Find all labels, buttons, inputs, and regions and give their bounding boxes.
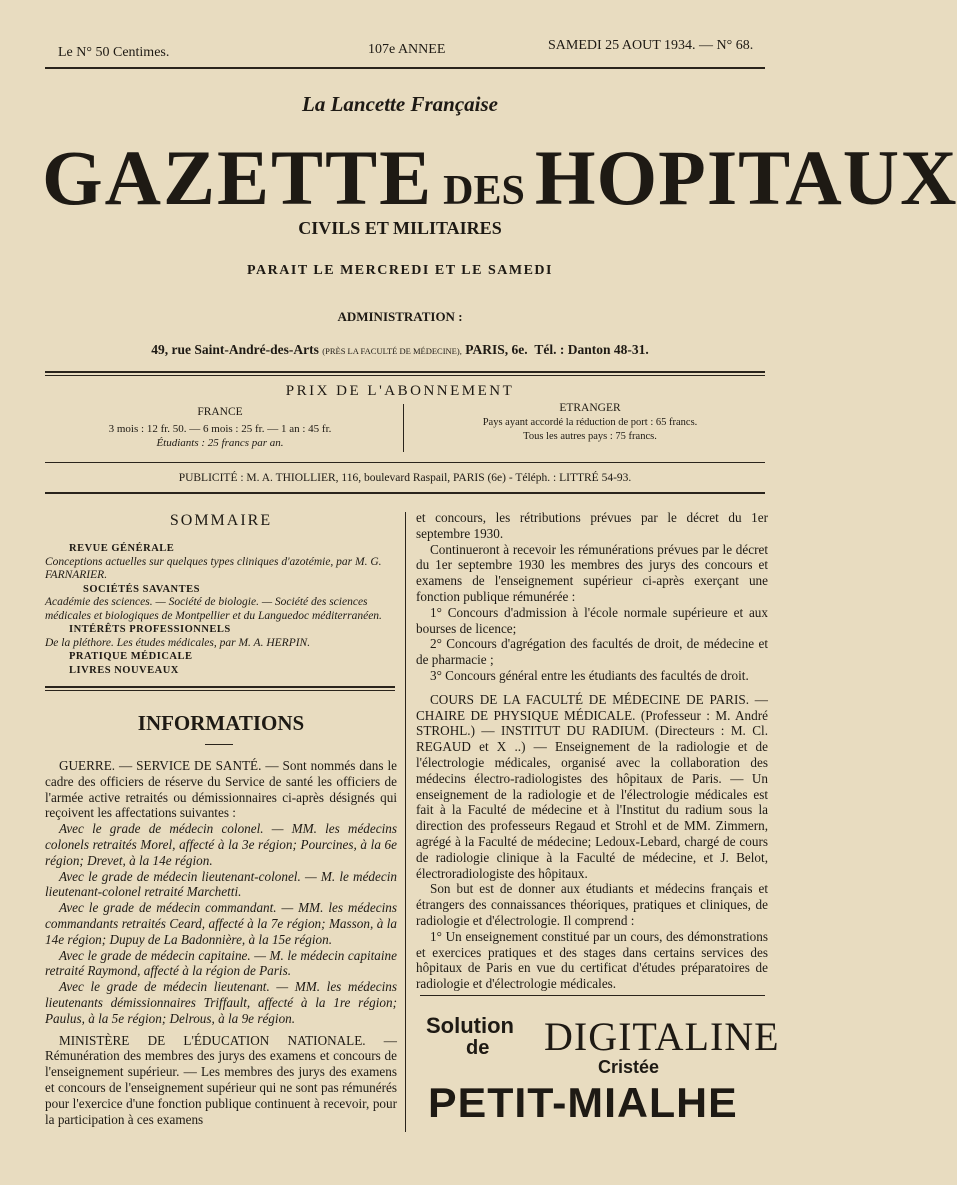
sommaire-section: PRATIQUE MÉDICALE bbox=[69, 651, 193, 662]
info-paragraph: Avec le grade de médecin lieutenant. — MM. les médecins lieutenants démissionnaires Triffault, affecté à la 1re région; Paulus, à la 5e région; Delrous, à la 9e région. bbox=[45, 979, 397, 1026]
advert-rule bbox=[420, 995, 765, 996]
sommaire-section: SOCIÉTÉS SAVANTES bbox=[83, 583, 200, 595]
masthead-subtitle: CIVILS ET MILITAIRES bbox=[298, 218, 502, 238]
foreign-reduced: Pays ayant accordé la réduction de port : 65 francs. bbox=[482, 417, 698, 428]
right-paragraph: Continueront à recevoir les rémunérations prévues par le décret du 1er septembre 1930 les membres des jurys des concours et examens de l'enseignement supérieur ci-après exerçant une fonction publique rémunérée : bbox=[416, 541, 768, 604]
masthead-title-hopitaux: HOPITAUX bbox=[534, 134, 957, 221]
advert-de: de bbox=[466, 1037, 490, 1059]
masthead-supertitle: La Lancette Française bbox=[302, 92, 498, 116]
issue-date: SAMEDI 25 AOUT 1934. — N° 68. bbox=[548, 38, 754, 53]
right-column bbox=[416, 510, 768, 992]
sommaire-rule bbox=[45, 686, 395, 688]
masthead-rule-thin bbox=[45, 375, 765, 376]
masthead-title-gazette: GAZETTE bbox=[42, 134, 434, 221]
advert-petit-mialhe: PETIT-MIALHE bbox=[428, 1079, 738, 1126]
address-note: (PRÈS LA FACULTÉ DE MÉDECINE), bbox=[322, 346, 462, 356]
sommaire-entry: Académie des sciences. — Société de biologie. — Société des sciences médicales et biologiques de Montpellier et du Languedoc méditerranéen. bbox=[45, 596, 382, 622]
masthead-title-des: DES bbox=[443, 168, 525, 214]
address-city: PARIS, 6e. bbox=[465, 342, 528, 357]
foreign-other: Tous les autres pays : 75 francs. bbox=[523, 431, 657, 442]
info-paragraph: MINISTÈRE DE L'ÉDUCATION NATIONALE. — Rémunération des membres des jurys des examens et concours de l'enseignement supérieur. — Les membres des jurys des examens et concours de l'enseignement supérieur qui ne sont pas rémunérés pour l'exercice d'une fonction publique continuent à recevoir, pour la participation à ces examens bbox=[45, 1032, 397, 1127]
info-paragraph: GUERRE. — SERVICE DE SANTÉ. — Sont nommés dans le cadre des officiers de réserve du Service de santé les officiers de l'armée active retraités ou démissionnaires ci-après désignés qui reçoivent les affectations suivantes : bbox=[45, 758, 397, 821]
info-paragraph: Avec le grade de médecin lieutenant-colonel. — M. le médecin lieutenant-colonel retraité Marchetti. bbox=[45, 868, 397, 900]
issue-year: 107e ANNEE bbox=[368, 42, 446, 57]
right-paragraph: et concours, les rétributions prévues par le décret du 1er septembre 1930. bbox=[416, 510, 768, 541]
right-paragraph: Son but est de donner aux étudiants et médecins français et étrangers des connaissances théoriques, pratiques et cliniques, de radiologie et d'électrologie. Il comprend : bbox=[416, 881, 768, 928]
foreign-label: ETRANGER bbox=[559, 402, 621, 414]
sommaire-section: LIVRES NOUVEAUX bbox=[69, 664, 179, 676]
subscription-rule bbox=[45, 462, 765, 463]
informations-body bbox=[45, 758, 397, 1127]
right-paragraph: COURS DE LA FACULTÉ DE MÉDECINE DE PARIS. — CHAIRE DE PHYSIQUE MÉDICALE. (Professeur : M. André STROHL.) — INSTITUT DU RADIUM. (Directeurs : M. Cl. REGAUD et X ..) — Enseignement de la radiologie et de l'électrologie médicales, organisé avec la collaboration des médecins électro-radiologistes des hôpitaux de Paris. — Un enseignement de la radiologie et de l'électrologie médicales est fait à la Faculté de médecine et à l'Institut du radium sous la direction des professeurs Regaud et Strohl et de MM. Zimmern, agrégé à la Faculté de médecine; Ledoux-Lebard, chargé de cours de radiologie clinique à la Faculté de médecine, et J. Belot, électroradiologiste des hôpitaux. bbox=[416, 691, 768, 881]
masthead-rule bbox=[45, 371, 765, 373]
masthead-title bbox=[42, 133, 957, 221]
admin-address bbox=[0, 342, 800, 358]
informations-heading: INFORMATIONS bbox=[137, 711, 305, 735]
header-rule bbox=[45, 67, 765, 69]
right-paragraph: 1° Concours d'admission à l'école normale supérieure et aux bourses de licence; bbox=[416, 604, 768, 636]
advertising-rule bbox=[45, 492, 765, 494]
admin-label: ADMINISTRATION : bbox=[337, 309, 463, 324]
advert-crist: Cristée bbox=[598, 1057, 660, 1077]
france-students: Étudiants : 25 francs par an. bbox=[156, 437, 284, 449]
sommaire-section: REVUE GÉNÉRALE bbox=[69, 543, 175, 554]
digitaline-advert bbox=[416, 1003, 780, 1141]
info-paragraph: Avec le grade de médecin commandant. — MM. les médecins commandants retraités Ceard, affecté à la 7e région; Masson, à la 14e région; Dupuy de La Badonnière, à la 15e région. bbox=[45, 900, 397, 947]
right-paragraph: 3° Concours général entre les étudiants des facultés de droit. bbox=[430, 667, 749, 683]
sommaire-entry: Conceptions actuelles sur quelques types cliniques d'azotémie, par M. G. FARNARIER. bbox=[45, 555, 382, 581]
address-street: 49, rue Saint-André-des-Arts bbox=[151, 342, 319, 357]
right-paragraph: 1° Un enseignement constitué par un cours, des démonstrations et exercices pratiques et des stages dans certains services des hôpitaux de Paris en vue du certificat d'études préparatoires de radiologie et d'électrologie médicales. bbox=[416, 928, 768, 992]
subscription-divider bbox=[403, 404, 404, 452]
sommaire-entry: De la pléthore. Les études médicales, par M. A. HERPIN. bbox=[45, 636, 311, 649]
heading-underline bbox=[205, 744, 233, 745]
sommaire-section: INTÉRÊTS PROFESSIONNELS bbox=[69, 624, 231, 635]
france-label: FRANCE bbox=[197, 406, 243, 418]
sommaire-heading: SOMMAIRE bbox=[169, 512, 273, 529]
sommaire bbox=[45, 512, 397, 677]
info-paragraph: Avec le grade de médecin colonel. — MM. les médecins colonels retraités Morel, affecté à la 3e région; Pourcines, à la 6e région; Drevet, à la 14e région. bbox=[45, 821, 397, 868]
sommaire-rule-thin bbox=[45, 690, 395, 691]
subscription-heading: PRIX DE L'ABONNEMENT bbox=[285, 383, 515, 399]
france-prices: 3 mois : 12 fr. 50. — 6 mois : 25 fr. — 1 an : 45 fr. bbox=[108, 423, 332, 435]
column-divider bbox=[405, 512, 406, 1132]
advertising-line: PUBLICITÉ : M. A. THIOLLIER, 116, boulevard Raspail, PARIS (6e) - Téléph. : LITTRÉ 54-93. bbox=[178, 472, 632, 484]
address-phone: Tél. : Danton 48-31. bbox=[534, 342, 649, 357]
issue-price: Le N° 50 Centimes. bbox=[58, 45, 170, 60]
masthead-schedule: PARAIT LE MERCREDI ET LE SAMEDI bbox=[247, 263, 553, 278]
advert-solution: Solution bbox=[426, 1013, 514, 1038]
info-paragraph: Avec le grade de médecin capitaine. — M. le médecin capitaine retraité Raymond, affecté à la région de Paris. bbox=[45, 947, 397, 979]
right-paragraph: 2° Concours d'agrégation des facultés de droit, de médecine et de pharmacie ; bbox=[416, 636, 768, 668]
advert-digitaline: DIGITALINE bbox=[544, 1014, 780, 1059]
